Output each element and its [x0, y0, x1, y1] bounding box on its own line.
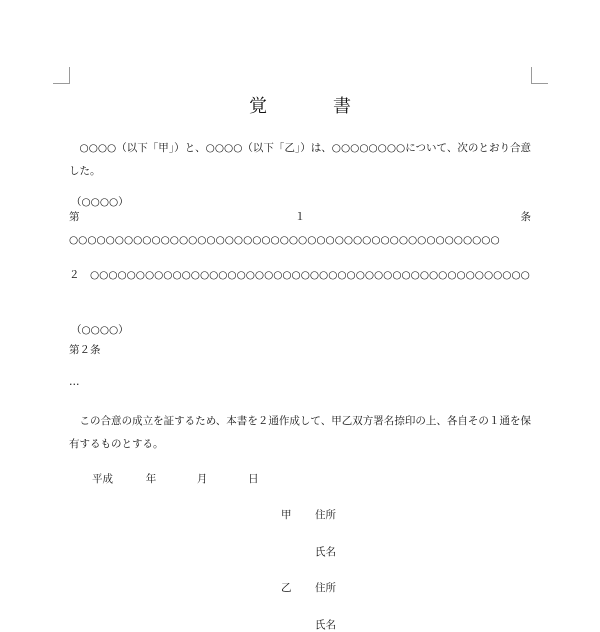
margin-corner-top-left [53, 67, 70, 84]
date-year: 年 [145, 473, 157, 485]
date-era: 平成 [92, 473, 113, 485]
party-a-address-label: 住所 [315, 509, 336, 521]
ellipsis-text: … [69, 376, 80, 388]
date-month: 月 [196, 473, 208, 485]
closing-paragraph: この合意の成立を証するため、本書を２通作成して、甲乙双方署名捺印の上、各自その１通を保有するものとする。 [69, 415, 531, 450]
date-line [92, 472, 259, 486]
party-b-address-label: 住所 [315, 582, 336, 594]
margin-corner-top-right [531, 67, 548, 84]
party-a-label: 甲 [281, 509, 292, 521]
party-b-label: 乙 [281, 582, 292, 594]
party-b-name-label: 氏名 [315, 619, 336, 631]
date-day: 日 [248, 473, 259, 485]
article1-heading: （○○○○） [71, 196, 129, 208]
party-a-name-label: 氏名 [315, 546, 336, 558]
intro-paragraph: ○○○○（以下「甲」）と、○○○○（以下「乙」）は、○○○○○○○○について、次のとおり合意した。 [69, 142, 531, 177]
article2-heading: （○○○○） [71, 324, 129, 336]
article1-clause: 第１条 ○○○○○○○○○○○○○○○○○○○○○○○○○○○○○○○○○○○○○○○○○○○○○○○ [69, 211, 542, 246]
article1-clause2: ２ ○○○○○○○○○○○○○○○○○○○○○○○○○○○○○○○○○○○○○○○○○○○○○○○○ [69, 269, 530, 281]
document-title: 覚 書 [249, 96, 375, 117]
article2-clause: 第２条 [69, 344, 101, 356]
